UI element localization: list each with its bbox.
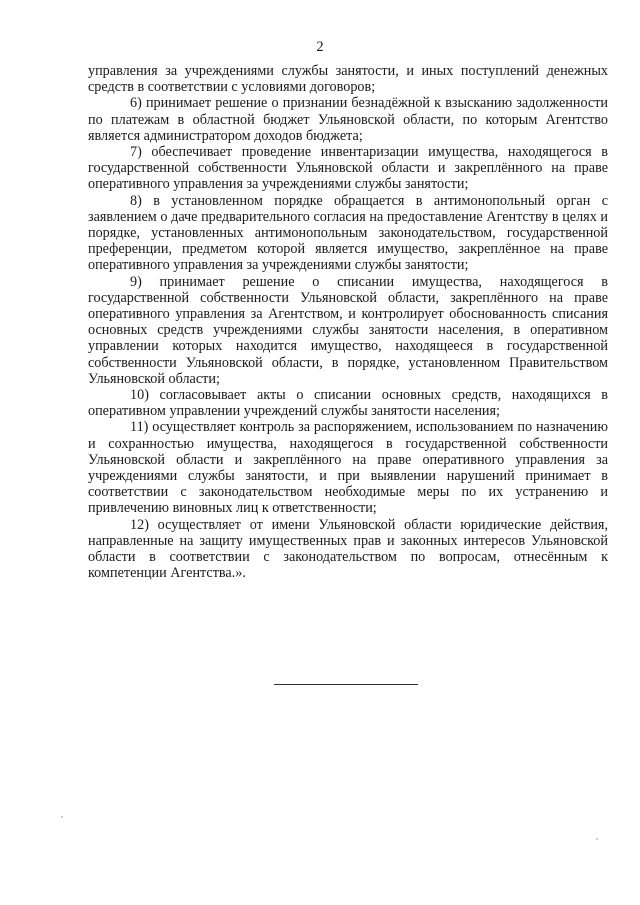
- paragraph-item-10: 10) согласовывает акты о списании основных средств, находящихся в оперативном управлении учреждений службы занятости населения;: [88, 387, 608, 420]
- paragraph-continuation: управления за учреждениями службы занятости, и иных поступлений денежных средств в соответствии с условиями договоров;: [88, 63, 608, 96]
- paragraph-item-8: 8) в установленном порядке обращается в антимонопольный орган с заявлением о даче предварительного согласия на предоставление Агентству в целях и порядке, установленных антимонопольным законодательством, государственной преференции, предметом которой является имущество, закреплённое на праве оперативного управления за учреждениями службы занятости;: [88, 192, 608, 274]
- page-number: 2: [316, 39, 324, 55]
- paragraph-item-9: 9) принимает решение о списании имущества, находящегося в государственной собственности Ульяновской области, закреплённого на праве оперативного управления за Агентством, и контролирует обоснованность списания основных средств учреждениями службы занятости населения, в оперативном управлении которых находится имущество, находящееся в государственной собственности Ульяновской области, в порядке, установленном Правительством Ульяновской области;: [88, 273, 608, 387]
- paragraph-item-11: 11) осуществляет контроль за распоряжением, использованием по назначению и сохранностью имущества, находящегося в государственной собственности Ульяновской области и закреплённого на праве оперативного управления за учреждениями службы занятости, и при выявлении нарушений принимает в соответствии с законодательством необходимые меры по их устранению и привлечению виновных лиц к ответственности;: [88, 419, 608, 517]
- scan-speck: [596, 838, 598, 840]
- paragraph-item-12: 12) осуществляет от имени Ульяновской области юридические действия, направленные на защиту имущественных прав и законных интересов Ульяновской области в соответствии с законодательством по вопросам, отнесённым к компетенции Агентства.».: [88, 516, 608, 582]
- closing-separator-line: [274, 684, 418, 685]
- paragraph-item-6: 6) принимает решение о признании безнадёжной к взысканию задолженности по платежам в областной бюджет Ульяновской области, по которым Агентство является администратором доходов бюджета;: [88, 95, 608, 144]
- paragraph-item-7: 7) обеспечивает проведение инвентаризации имущества, находящегося в государственной собственности Ульяновской области и закреплённого на праве оперативного управления за учреждениями службы занятости;: [88, 144, 608, 193]
- scan-speck: [61, 816, 63, 818]
- document-body: [88, 63, 608, 582]
